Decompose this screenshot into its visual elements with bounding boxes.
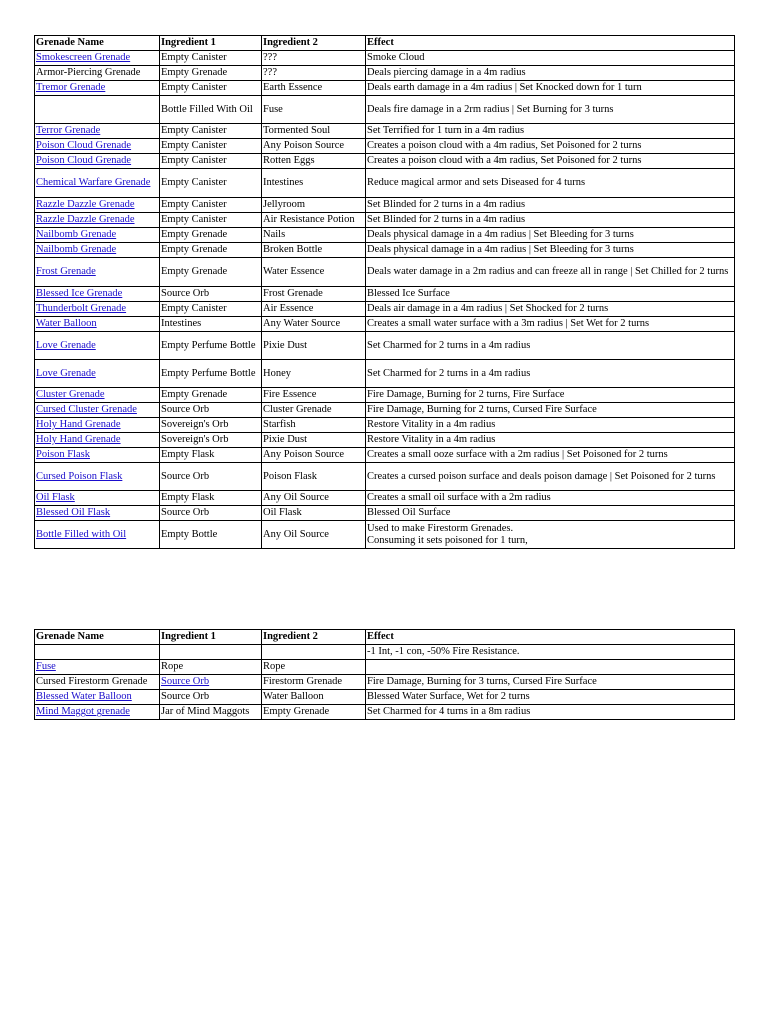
grenade-name-cell (35, 690, 160, 705)
table-row (35, 491, 735, 506)
ingredient-2-cell: Broken Bottle (262, 243, 366, 258)
grenade-name-cell (35, 506, 160, 521)
ingredient-1-cell: Sovereign's Orb (160, 433, 262, 448)
effect-cell: Deals water damage in a 2m radius and can freeze all in range | Set Chilled for 2 turns (366, 258, 735, 287)
ingredient-1-cell: Empty Grenade (160, 388, 262, 403)
effect-cell: Set Blinded for 2 turns in a 4m radius (366, 213, 735, 228)
header-effect: Effect (366, 36, 735, 51)
ingredient-2-cell: Starfish (262, 418, 366, 433)
grenade-link[interactable]: Cluster Grenade (36, 389, 105, 401)
ingredient-1-cell: Empty Perfume Bottle (160, 360, 262, 388)
grenade-link[interactable]: Holy Hand Grenade (36, 419, 121, 431)
ingredient-2-cell: Water Essence (262, 258, 366, 287)
grenade-link[interactable]: Frost Grenade (36, 266, 96, 278)
ingredient-1-cell: Source Orb (160, 287, 262, 302)
effect-cell: Creates a small ooze surface with a 2m radius | Set Poisoned for 2 turns (366, 448, 735, 463)
ingredient-1-cell: Empty Bottle (160, 521, 262, 549)
ingredient-2-cell: Intestines (262, 169, 366, 198)
grenade-name-cell (35, 139, 160, 154)
ingredient-2-cell: Oil Flask (262, 506, 366, 521)
ingredient-1-cell: Empty Canister (160, 302, 262, 317)
grenade-link[interactable]: Water Balloon (36, 318, 97, 330)
header-ingredient-1: Ingredient 1 (160, 36, 262, 51)
ingredient-2-cell: ??? (262, 66, 366, 81)
grenade-link[interactable]: Source Orb (161, 676, 210, 688)
grenade-link[interactable]: Love Grenade (36, 339, 96, 351)
grenade-link[interactable]: Fuse (36, 661, 56, 673)
effect-cell: Set Charmed for 2 turns in a 4m radius (366, 360, 735, 388)
effect-cell: Set Charmed for 4 turns in a 8m radius (366, 705, 735, 720)
table-row (35, 302, 735, 317)
table-row (35, 660, 735, 675)
grenade-name-cell (35, 51, 160, 66)
effect-cell: Set Terrified for 1 turn in a 4m radius (366, 124, 735, 139)
effect-cell: Deals air damage in a 4m radius | Set Shocked for 2 turns (366, 302, 735, 317)
ingredient-1-cell (160, 645, 262, 660)
grenade-link[interactable]: Thunderbolt Grenade (36, 303, 127, 315)
table-row (35, 690, 735, 705)
grenade-link[interactable]: Nailbomb Grenade (36, 229, 117, 241)
table-row (35, 418, 735, 433)
table-header-row (35, 36, 735, 51)
table-row (35, 169, 735, 198)
ingredient-1-cell: Empty Flask (160, 491, 262, 506)
grenade-recipes-table (34, 35, 735, 549)
ingredient-2-cell: Water Balloon (262, 690, 366, 705)
grenade-link[interactable]: Love Grenade (36, 367, 96, 379)
grenade-name-cell (35, 418, 160, 433)
ingredient-1-cell: Empty Grenade (160, 258, 262, 287)
ingredient-2-cell: Any Oil Source (262, 521, 366, 549)
table-row (35, 287, 735, 302)
effect-cell: Deals physical damage in a 4m radius | Set Bleeding for 3 turns (366, 243, 735, 258)
grenade-name-cell (35, 169, 160, 198)
table-row (35, 154, 735, 169)
ingredient-2-cell: Tormented Soul (262, 124, 366, 139)
effect-cell: Fire Damage, Burning for 3 turns, Cursed Fire Surface (366, 675, 735, 690)
table-row (35, 139, 735, 154)
ingredient-1-cell: Empty Grenade (160, 228, 262, 243)
table-row (35, 433, 735, 448)
effect-cell: Blessed Oil Surface (366, 506, 735, 521)
ingredient-2-cell: Nails (262, 228, 366, 243)
ingredient-1-cell: Source Orb (160, 690, 262, 705)
grenade-link[interactable]: Cursed Cluster Grenade (36, 404, 137, 416)
ingredient-1-cell: Source Orb (160, 506, 262, 521)
header-ingredient-2: Ingredient 2 (262, 36, 366, 51)
effect-cell: Creates a cursed poison surface and deals poison damage | Set Poisoned for 2 turns (366, 463, 735, 491)
ingredient-2-cell: Any Water Source (262, 317, 366, 332)
table-row (35, 124, 735, 139)
ingredient-1-cell: Empty Canister (160, 139, 262, 154)
table-row (35, 521, 735, 549)
grenade-name-cell (35, 332, 160, 360)
ingredient-2-cell: Any Poison Source (262, 139, 366, 154)
grenade-link[interactable]: Poison Cloud Grenade (36, 140, 132, 152)
ingredient-2-cell: Pixie Dust (262, 433, 366, 448)
effect-cell: Creates a poison cloud with a 4m radius, Set Poisoned for 2 turns (366, 154, 735, 169)
header-effect: Effect (366, 630, 735, 645)
grenade-link[interactable]: Nailbomb Grenade (36, 244, 117, 256)
grenade-name-cell (35, 660, 160, 675)
grenade-link[interactable]: Poison Cloud Grenade (36, 155, 132, 167)
ingredient-1-cell: Sovereign's Orb (160, 418, 262, 433)
ingredient-2-cell: Pixie Dust (262, 332, 366, 360)
ingredient-2-cell: Air Essence (262, 302, 366, 317)
effect-cell: Restore Vitality in a 4m radius (366, 433, 735, 448)
effect-cell: Fire Damage, Burning for 2 turns, Fire Surface (366, 388, 735, 403)
grenade-name-cell (35, 463, 160, 491)
ingredient-1-cell: Rope (160, 660, 262, 675)
ingredient-2-cell: Poison Flask (262, 463, 366, 491)
table-row (35, 258, 735, 287)
table-row (35, 506, 735, 521)
grenade-name-cell (35, 448, 160, 463)
grenade-name-cell (35, 302, 160, 317)
ingredient-2-cell: Honey (262, 360, 366, 388)
ingredient-1-cell: Empty Canister (160, 213, 262, 228)
grenade-link[interactable]: Razzle Dazzle Grenade (36, 214, 135, 226)
header-grenade-name: Grenade Name (35, 36, 160, 51)
ingredient-1-cell: Empty Grenade (160, 66, 262, 81)
ingredient-1-cell: Jar of Mind Maggots (160, 705, 262, 720)
grenade-name-cell: Cursed Firestorm Grenade (35, 675, 160, 690)
grenade-name-cell: Armor-Piercing Grenade (35, 66, 160, 81)
ingredient-1-cell: Empty Canister (160, 198, 262, 213)
grenade-link[interactable]: Razzle Dazzle Grenade (36, 199, 135, 211)
ingredient-2-cell: Empty Grenade (262, 705, 366, 720)
grenade-name-cell (35, 287, 160, 302)
table-row (35, 66, 735, 81)
table-row (35, 463, 735, 491)
grenade-link[interactable]: Terror Grenade (36, 125, 101, 137)
table-row (35, 317, 735, 332)
effect-cell: Blessed Water Surface, Wet for 2 turns (366, 690, 735, 705)
table-row (35, 675, 735, 690)
table-row (35, 403, 735, 418)
ingredient-2-cell: Frost Grenade (262, 287, 366, 302)
effect-cell: Used to make Firestorm Grenades. Consuming it sets poisoned for 1 turn, (366, 521, 735, 549)
effect-cell: Reduce magical armor and sets Diseased for 4 turns (366, 169, 735, 198)
grenade-name-cell (35, 213, 160, 228)
ingredient-2-cell: Firestorm Grenade (262, 675, 366, 690)
effect-cell: Creates a poison cloud with a 4m radius, Set Poisoned for 2 turns (366, 139, 735, 154)
ingredient-1-cell: Empty Canister (160, 51, 262, 66)
grenade-name-cell (35, 433, 160, 448)
grenade-link[interactable]: Blessed Oil Flask (36, 507, 111, 519)
grenade-link[interactable]: Cursed Poison Flask (36, 470, 123, 482)
grenade-name-cell (35, 521, 160, 549)
effect-cell: Creates a small oil surface with a 2m radius (366, 491, 735, 506)
ingredient-2-cell (262, 645, 366, 660)
ingredient-1-cell (160, 675, 262, 690)
grenade-link[interactable]: Tremor Grenade (36, 82, 106, 94)
ingredient-2-cell: Cluster Grenade (262, 403, 366, 418)
effect-cell: Restore Vitality in a 4m radius (366, 418, 735, 433)
ingredient-2-cell: Fuse (262, 96, 366, 124)
ingredient-1-cell: Empty Grenade (160, 243, 262, 258)
header-grenade-name: Grenade Name (35, 630, 160, 645)
ingredient-2-cell: Fire Essence (262, 388, 366, 403)
table-row (35, 332, 735, 360)
grenade-name-cell (35, 360, 160, 388)
ingredient-1-cell: Bottle Filled With Oil (160, 96, 262, 124)
grenade-name-cell (35, 491, 160, 506)
grenade-link[interactable]: Poison Flask (36, 449, 90, 461)
ingredient-1-cell: Empty Flask (160, 448, 262, 463)
grenade-name-cell (35, 243, 160, 258)
grenade-name-cell (35, 228, 160, 243)
grenade-name-cell (35, 403, 160, 418)
grenade-link[interactable]: Chemical Warfare Grenade (36, 177, 151, 189)
ingredient-1-cell: Empty Canister (160, 169, 262, 198)
table-row (35, 360, 735, 388)
grenade-link[interactable]: Mind Maggot grenade (36, 706, 130, 718)
ingredient-1-cell: Source Orb (160, 463, 262, 491)
ingredient-1-cell: Intestines (160, 317, 262, 332)
grenade-name-cell (35, 388, 160, 403)
grenade-link[interactable]: Holy Hand Grenade (36, 434, 121, 446)
effect-cell: Blessed Ice Surface (366, 287, 735, 302)
ingredient-1-cell: Empty Perfume Bottle (160, 332, 262, 360)
ingredient-1-cell: Empty Canister (160, 124, 262, 139)
grenade-name-cell (35, 198, 160, 213)
ingredient-2-cell: ??? (262, 51, 366, 66)
ingredient-2-cell: Air Resistance Potion (262, 213, 366, 228)
header-ingredient-2: Ingredient 2 (262, 630, 366, 645)
grenade-name-cell (35, 645, 160, 660)
table-row (35, 645, 735, 660)
ingredient-2-cell: Rotten Eggs (262, 154, 366, 169)
effect-cell: Deals earth damage in a 4m radius | Set Knocked down for 1 turn (366, 81, 735, 96)
table-row (35, 228, 735, 243)
extra-recipes-table (34, 629, 735, 720)
table-row (35, 243, 735, 258)
ingredient-2-cell: Earth Essence (262, 81, 366, 96)
table-row (35, 705, 735, 720)
effect-cell: Deals fire damage in a 2rm radius | Set Burning for 3 turns (366, 96, 735, 124)
grenade-name-cell (35, 96, 160, 124)
effect-cell: Set Blinded for 2 turns in a 4m radius (366, 198, 735, 213)
ingredient-2-cell: Any Poison Source (262, 448, 366, 463)
effect-cell (366, 660, 735, 675)
table-row (35, 213, 735, 228)
grenade-link[interactable]: Blessed Water Balloon (36, 691, 132, 703)
grenade-link[interactable]: Blessed Ice Grenade (36, 288, 123, 300)
ingredient-2-cell: Rope (262, 660, 366, 675)
effect-cell: Deals piercing damage in a 4m radius (366, 66, 735, 81)
grenade-name-cell (35, 154, 160, 169)
effect-cell: Fire Damage, Burning for 2 turns, Cursed Fire Surface (366, 403, 735, 418)
grenade-link[interactable]: Bottle Filled with Oil (36, 528, 127, 540)
ingredient-1-cell: Empty Canister (160, 154, 262, 169)
grenade-name-cell (35, 705, 160, 720)
table-row (35, 198, 735, 213)
table-row (35, 81, 735, 96)
table-header-row (35, 630, 735, 645)
ingredient-2-cell: Jellyroom (262, 198, 366, 213)
grenade-name-cell (35, 317, 160, 332)
effect-cell: Creates a small water surface with a 3m radius | Set Wet for 2 turns (366, 317, 735, 332)
grenade-name-cell (35, 258, 160, 287)
ingredient-1-cell: Source Orb (160, 403, 262, 418)
table-row (35, 448, 735, 463)
effect-cell: Smoke Cloud (366, 51, 735, 66)
table-row (35, 388, 735, 403)
effect-cell: Deals physical damage in a 4m radius | Set Bleeding for 3 turns (366, 228, 735, 243)
effect-cell: -1 Int, -1 con, -50% Fire Resistance. (366, 645, 735, 660)
grenade-link[interactable]: Oil Flask (36, 492, 75, 504)
grenade-name-cell (35, 124, 160, 139)
effect-cell: Set Charmed for 2 turns in a 4m radius (366, 332, 735, 360)
table-row (35, 51, 735, 66)
grenade-name-cell (35, 81, 160, 96)
ingredient-2-cell: Any Oil Source (262, 491, 366, 506)
grenade-link[interactable]: Smokescreen Grenade (36, 52, 131, 64)
table-row (35, 96, 735, 124)
header-ingredient-1: Ingredient 1 (160, 630, 262, 645)
ingredient-1-cell: Empty Canister (160, 81, 262, 96)
